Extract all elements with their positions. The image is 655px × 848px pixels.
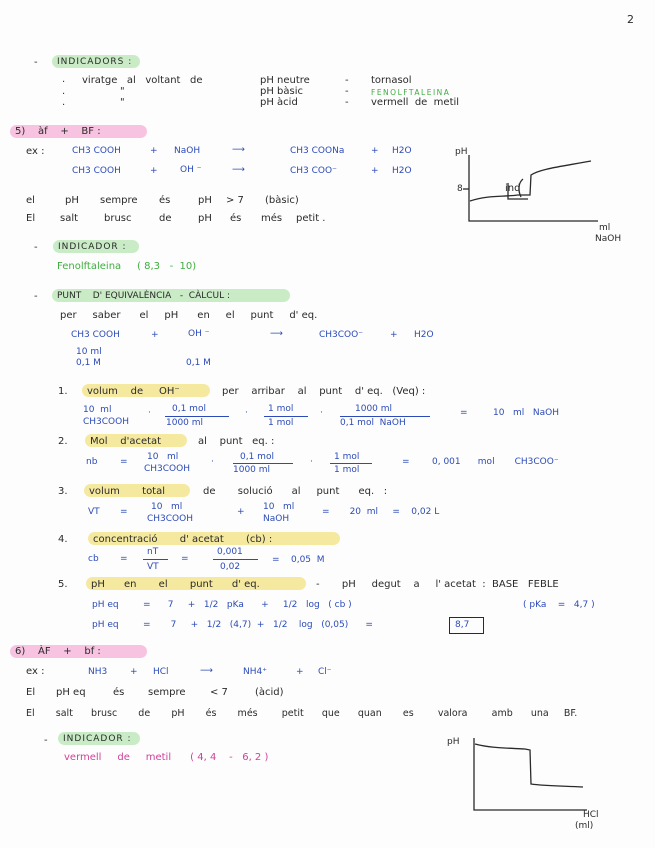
denominator: 1000 ml — [233, 465, 271, 475]
indicadors-row-result: tornasol — [371, 75, 412, 86]
denominator: NaOH — [263, 514, 290, 524]
step-number: 3. — [58, 486, 68, 497]
rhs: = 7 + 1/2 (4,7) + 1/2 log (0,05) = — [143, 620, 373, 630]
equals: = — [120, 457, 128, 467]
graph6-y-label: pH — [447, 737, 460, 747]
fraction-bar — [213, 559, 258, 560]
word: El — [26, 213, 36, 224]
lhs: pH eq — [92, 600, 119, 610]
eq-term: H2O — [414, 330, 434, 340]
times: · — [310, 457, 313, 467]
result: = 0,05 M — [272, 555, 325, 565]
numerator: 10 ml — [263, 502, 295, 512]
bullet-dash: - — [34, 57, 38, 68]
word: pH — [198, 213, 212, 224]
fraction-bar — [165, 416, 229, 417]
step-description: de solució al punt eq. : — [203, 486, 388, 497]
word: pH — [198, 195, 212, 206]
result: 0, 001 mol CH3COO⁻ — [432, 457, 559, 467]
eq-term: CH3COO⁻ — [319, 330, 363, 340]
step-number: 2. — [58, 436, 68, 447]
denominator: CH3COOH — [144, 464, 190, 474]
eq-term: + — [371, 166, 379, 176]
word: de — [159, 213, 172, 224]
word: petit . — [296, 213, 326, 224]
result: = 20 ml = 0,02 L — [322, 507, 440, 517]
indicadors-row-dash: - — [345, 97, 349, 108]
word: és — [113, 687, 125, 698]
equals: = — [120, 507, 128, 517]
eq-term: H2O — [392, 146, 412, 156]
graph5-x-label-unit: NaOH — [595, 234, 622, 244]
titration-curve-6 — [455, 732, 615, 817]
numerator: 0,1 mol — [240, 452, 274, 462]
eq-term: + — [371, 146, 379, 156]
numerator: 10 ml — [151, 502, 183, 512]
eq-term: OH ⁻ — [188, 329, 210, 339]
plus: + — [237, 507, 245, 517]
eq-term: + — [150, 146, 158, 156]
word: < 7 — [210, 687, 228, 698]
ex-label: ex : — [26, 666, 45, 677]
step-description: al punt eq. : — [198, 436, 275, 447]
word: salt — [60, 213, 79, 224]
lhs: cb — [88, 554, 99, 564]
word: (àcid) — [255, 687, 284, 698]
pka-note: ( pKa = 4,7 ) — [523, 600, 595, 610]
eq-term: CH3 COONa — [290, 146, 345, 156]
equals: = — [120, 554, 128, 564]
word: brusc — [104, 213, 132, 224]
denominator: 0,02 — [220, 562, 241, 572]
numerator: 1 mol — [334, 452, 360, 462]
eq-term: + — [296, 667, 304, 677]
eq-term: NH4⁺ — [243, 667, 267, 677]
section6-heading: 6) ÀF + bf : — [15, 646, 101, 657]
denominator: 1 mol — [334, 465, 360, 475]
arrow: ⟶ — [200, 666, 213, 676]
eq-term: + — [150, 166, 158, 176]
times: · — [245, 408, 248, 418]
rhs: = 7 + 1/2 pKa + 1/2 log ( cb ) — [143, 600, 352, 610]
eq-term: Cl⁻ — [318, 667, 332, 677]
denominator: 0,1 mol NaOH — [340, 418, 406, 428]
section5-heading: 5) àf + BF : — [15, 126, 101, 137]
indicadors-row-dash: - — [345, 75, 349, 86]
step-title: Mol d'acetat — [90, 436, 162, 447]
page-number: 2 — [627, 13, 634, 26]
bullet-dash: - — [34, 242, 38, 253]
word: sempre — [100, 195, 138, 206]
graph6-x-label: HCl — [583, 810, 599, 820]
word: el — [26, 195, 35, 206]
fraction-bar — [233, 463, 293, 464]
word: sempre — [148, 687, 186, 698]
graph6-x-label-unit: (ml) — [575, 821, 594, 831]
indicadors-row-ditto: " — [120, 97, 125, 108]
graph5-ind-label: ind — [505, 183, 521, 194]
arrow: ⟶ — [270, 329, 283, 339]
punt-heading: PUNT D' EQUIVALÈNCIA - CÀLCUL : — [57, 291, 231, 301]
graph5-y-label: pH — [455, 147, 468, 157]
eq-term: CH3 COO⁻ — [290, 166, 337, 176]
word: pH eq — [56, 687, 86, 698]
eq-term: OH ⁻ — [180, 165, 202, 175]
step-title: pH en el punt d' eq. — [91, 579, 260, 590]
word: > 7 — [226, 195, 244, 206]
step-number: 4. — [58, 534, 68, 545]
arrow: ⟶ — [232, 165, 245, 175]
word: més — [261, 213, 283, 224]
eq-term: CH3 COOH — [72, 146, 121, 156]
equals: = — [181, 554, 189, 564]
word: pH — [65, 195, 79, 206]
indicadors-row-result: FENOLFTALEINA — [371, 88, 451, 97]
step-description: per arribar al punt d' eq. (Veq) : — [222, 386, 426, 397]
denominator: 1000 ml — [166, 418, 204, 428]
word: és — [159, 195, 171, 206]
eq-term: CH3 COOH — [72, 166, 121, 176]
numerator: 10 ml — [147, 452, 179, 462]
step-number: 1. — [58, 386, 68, 397]
indicadors-row-ditto: " — [120, 86, 125, 97]
result: 10 ml NaOH — [493, 408, 559, 418]
times: · — [320, 408, 323, 418]
numerator: 0,1 mol — [172, 404, 206, 414]
fraction-bar — [340, 416, 430, 417]
word: El — [26, 687, 36, 698]
numerator: nT — [147, 547, 159, 557]
equals: = — [402, 457, 410, 467]
word: és — [230, 213, 242, 224]
numerator: 10 ml — [83, 405, 112, 415]
bullet-dash: - — [34, 291, 38, 302]
indicadors-row-result: vermell de metil — [371, 97, 460, 108]
indicadors-row-dash: - — [345, 86, 349, 97]
arrow: ⟶ — [232, 145, 245, 155]
eq-term: + — [390, 330, 398, 340]
row-bullet: · — [62, 100, 66, 111]
indicador6-heading: INDICADOR : — [63, 734, 132, 744]
step-description: - pH degut a l' acetat : BASE FEBLE — [316, 579, 559, 590]
eq-term: + — [130, 667, 138, 677]
fraction-bar — [143, 559, 168, 560]
numerator: 1000 ml — [355, 404, 393, 414]
step-title: volum de OH⁻ — [87, 386, 180, 397]
word: (bàsic) — [265, 195, 299, 206]
boxed-result: 8,7 — [455, 620, 470, 630]
graph5-tick: 8 — [457, 184, 463, 194]
step-title: volum total — [89, 486, 166, 497]
conc-label: 0,1 M — [76, 358, 101, 368]
fraction-bar — [330, 463, 372, 464]
equals: = — [460, 408, 468, 418]
times: · — [211, 457, 214, 467]
lhs: pH eq — [92, 620, 119, 630]
denominator: CH3COOH — [147, 514, 193, 524]
eq-term: NaOH — [174, 146, 201, 156]
numerator: 1 mol — [268, 404, 294, 414]
indicadors-row-ph: pH àcid — [260, 97, 298, 108]
eq-term: H2O — [392, 166, 412, 176]
step-number: 5. — [58, 579, 68, 590]
conc-label: 0,1 M — [186, 358, 211, 368]
bullet-dash: - — [44, 735, 48, 746]
eq-term: CH3 COOH — [71, 330, 120, 340]
indicadors-row-text: viratge al voltant de — [82, 75, 203, 86]
step-title: concentració d' acetat (cb) : — [93, 534, 273, 545]
indicadors-heading: INDICADORS : — [57, 57, 133, 67]
indicadors-row-ph: pH neutre — [260, 75, 310, 86]
eq-term: HCl — [153, 667, 169, 677]
denominator: CH3COOH — [83, 417, 129, 427]
denominator: VT — [147, 562, 159, 572]
volume-label: 10 ml — [76, 347, 102, 357]
fraction-bar — [264, 416, 308, 417]
indicadors-row-ph: pH bàsic — [260, 86, 304, 97]
numerator: 0,001 — [217, 547, 243, 557]
times: · — [148, 408, 151, 418]
row-bullet: · — [62, 89, 66, 100]
lhs: VT — [88, 507, 100, 517]
per-saber-line: per saber el pH en el punt d' eq. — [60, 310, 318, 321]
graph5-x-label: ml — [599, 223, 611, 233]
eq-term: NH3 — [88, 667, 108, 677]
indicador-heading: INDICADOR : — [58, 242, 127, 252]
eq-term: + — [151, 330, 159, 340]
ex-label: ex : — [26, 146, 45, 157]
indicador-value: Fenolftaleina ( 8,3 - 10) — [57, 261, 197, 272]
denominator: 1 mol — [268, 418, 294, 428]
row-bullet: · — [62, 77, 66, 88]
section6-line-2: El salt brusc de pH és més petit que quan es valora amb una BF. — [26, 708, 578, 719]
lhs: nb — [86, 457, 98, 467]
indicador6-value: vermell de metil ( 4, 4 - 6, 2 ) — [64, 752, 269, 763]
